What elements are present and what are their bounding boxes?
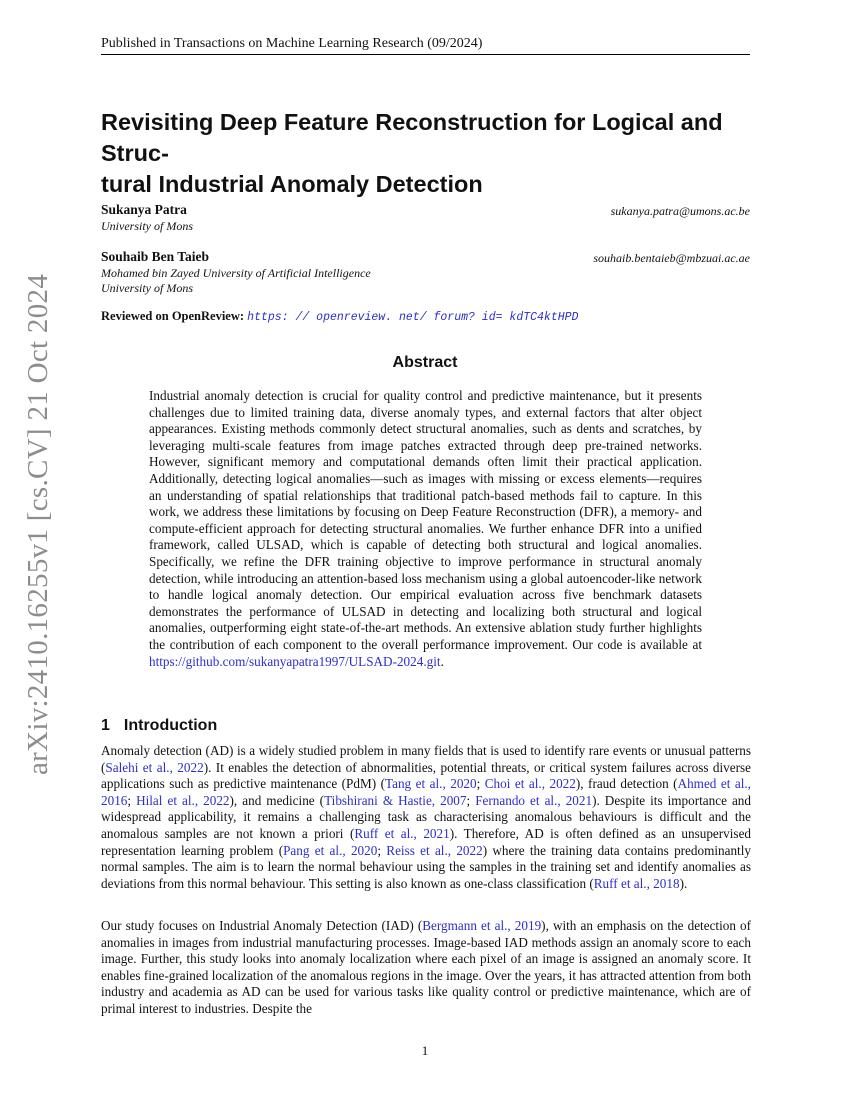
paragraph-text: Anomaly detection (AD) is a widely studied problem in many fields that is used to identify rare events or unusual patterns ( bbox=[101, 743, 751, 775]
paragraph-text: ), and medicine ( bbox=[229, 792, 325, 808]
title-line-1: Revisiting Deep Feature Reconstruction for Logical and Struc- bbox=[101, 109, 723, 166]
author-name: Sukanya Patra bbox=[101, 202, 187, 217]
citation-link[interactable]: Fernando et al., 2021 bbox=[475, 792, 593, 808]
abstract-text: Industrial anomaly detection is crucial for quality control and predictive maintenance, but it presents challenges due to limited training data, diverse anomaly types, and external factors that alter object appearances. Existing methods commonly detect structural anomalies, such as dents and scratches, by leveraging multi-scale features from image patches extracted through deep pre-trained networks. However, significant memory and computational demands often limit their practical application. Additionally, detecting logical anomalies—such as images with missing or excess elements—requires an understanding of spatial relationships that traditional patch-based methods fail to capture. In this work, we address these limitations by focusing on Deep Feature Reconstruction (DFR), a memory- and compute-efficient approach for detecting structural anomalies. We further enhance DFR into a unified framework, called ULSAD, which is capable of detecting both structural and logical anomalies. Specifically, we refine the DFR training objective to improve performance in structural anomaly detection, while introducing an attention-based loss mechanism using a global autoencoder-like network to handle logical anomaly detection. Our empirical evaluation across five benchmark datasets demonstrates the performance of ULSAD in detecting and localizing both structural and logical anomalies, outperforming eight state-of-the-art methods. An extensive ablation study further highlights the contribution of each component to the overall performance improvement. Our code is available at bbox=[149, 388, 702, 652]
code-link[interactable]: https://github.com/sukanyapatra1997/ULSAD-2024.git bbox=[149, 653, 441, 669]
paragraph-text: ; bbox=[377, 842, 387, 858]
paragraph-text: ). Despite its importance and widespread applicability, it remains a challenging task as characterising anomalous behaviours is difficult and the anomalous samples are not known a priori ( bbox=[101, 792, 751, 841]
paragraph-text: ; bbox=[466, 792, 476, 808]
title-line-2: tural Industrial Anomaly Detection bbox=[101, 171, 483, 197]
section-heading bbox=[101, 717, 217, 735]
paragraph-text: ). Therefore, AD is often defined as an unsupervised representation learning problem ( bbox=[101, 825, 752, 858]
abstract-heading: Abstract bbox=[392, 354, 458, 371]
intro-paragraph-1 bbox=[101, 743, 751, 892]
paragraph-text: Our study focuses on Industrial Anomaly Detection (IAD) ( bbox=[101, 918, 423, 933]
citation-link[interactable]: Pang et al., 2020 bbox=[283, 842, 378, 858]
intro-paragraph-2 bbox=[101, 918, 751, 1018]
section-number: 1 bbox=[101, 717, 110, 734]
journal-header: Published in Transactions on Machine Learning Research (09/2024) bbox=[101, 36, 483, 51]
citation-link[interactable]: Choi et al., 2022 bbox=[484, 776, 576, 792]
openreview-link[interactable]: https: // openreview. net/ forum? id= kdTC4ktHPD bbox=[247, 311, 579, 324]
section-title: Introduction bbox=[123, 717, 218, 734]
author-email[interactable]: souhaib.bentaieb@mbzuai.ac.ae bbox=[593, 251, 750, 265]
paragraph-text: ; bbox=[476, 776, 485, 792]
author-affiliation: University of Mons bbox=[101, 281, 193, 295]
paragraph-text: ), fraud detection ( bbox=[575, 776, 678, 792]
paragraph-text: ), with an emphasis on the detection of anomalies in images from industrial manufacturing processes. Image-based IAD methods assign an anomaly score to each image. Further, this study looks into anomaly localization where each pixel of an image is assigned an anomaly score. It enables fine-grained localization of the anomalous regions in the image. Over the years, it has attracted attention from both industry and academia as AD can be used for various tasks like quality control or predictive maintenance, which are of primal interest to industries. Despite the bbox=[101, 918, 752, 1016]
abstract-end: . bbox=[440, 653, 444, 669]
paper-title bbox=[101, 107, 761, 200]
citation-link[interactable]: Hilal et al., 2022 bbox=[136, 792, 230, 808]
paragraph-text: ) where the training data contains predominantly normal samples. The aim is to learn the normal behaviour using the samples in the training set and identify anomalies as deviations from this normal behaviour. This setting is also known as one-class classification ( bbox=[101, 842, 751, 891]
citation-link[interactable]: Ahmed et al., 2016 bbox=[101, 776, 751, 808]
paragraph-text: ). bbox=[679, 875, 688, 891]
citation-link[interactable]: Ruff et al., 2021 bbox=[354, 825, 450, 841]
paragraph-text: ; bbox=[127, 792, 137, 808]
author-affiliation: University of Mons bbox=[101, 219, 193, 233]
openreview-line bbox=[101, 309, 578, 324]
citation-link[interactable]: Salehi et al., 2022 bbox=[105, 759, 204, 775]
citation-link[interactable]: Reiss et al., 2022 bbox=[386, 842, 483, 858]
citation-link[interactable]: Ruff et al., 2018 bbox=[593, 875, 680, 891]
citation-link[interactable]: Bergmann et al., 2019 bbox=[422, 918, 542, 933]
header-rule bbox=[101, 54, 750, 55]
paragraph-text: ). It enables the detection of abnormalities, potential threats, or critical system failures across diverse applications such as predictive maintenance (PdM) ( bbox=[101, 759, 751, 792]
author-affiliation: Mohamed bin Zayed University of Artificial Intelligence bbox=[101, 266, 371, 280]
arxiv-stamp: arXiv:2410.16255v1 [cs.CV] 21 Oct 2024 bbox=[22, 273, 54, 775]
author-name: Souhaib Ben Taieb bbox=[101, 249, 210, 264]
author-email[interactable]: sukanya.patra@umons.ac.be bbox=[610, 204, 750, 218]
openreview-label: Reviewed on OpenReview: bbox=[101, 309, 245, 323]
abstract-body bbox=[149, 388, 702, 670]
citation-link[interactable]: Tang et al., 2020 bbox=[384, 776, 477, 792]
page-number: 1 bbox=[421, 1043, 429, 1058]
citation-link[interactable]: Tibshirani & Hastie, 2007 bbox=[324, 792, 467, 808]
